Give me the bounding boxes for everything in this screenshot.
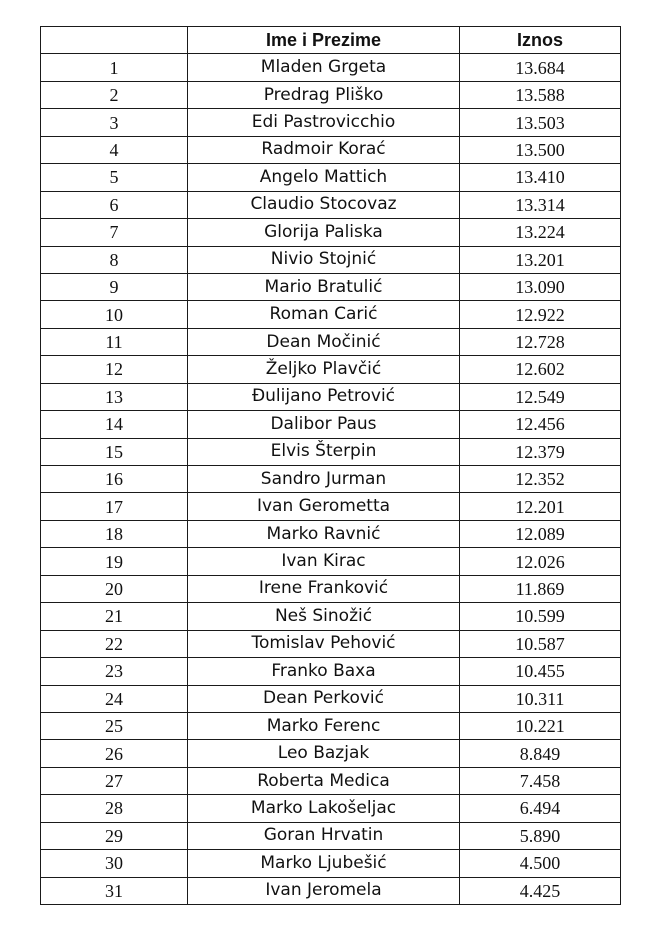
amount-cell: 12.089	[460, 520, 621, 547]
rank-cell: 14	[41, 411, 188, 438]
table-row	[41, 603, 621, 630]
name-cell: Marko Ljubešić	[188, 850, 460, 877]
amount-cell: 13.314	[460, 191, 621, 218]
results-table	[40, 26, 621, 905]
rank-cell: 15	[41, 438, 188, 465]
name-cell: Nivio Stojnić	[188, 246, 460, 273]
name-cell: Elvis Šterpin	[188, 438, 460, 465]
table-row	[41, 246, 621, 273]
table-row	[41, 740, 621, 767]
amount-cell: 12.352	[460, 466, 621, 493]
name-cell: Dean Močinić	[188, 328, 460, 355]
amount-cell: 10.221	[460, 712, 621, 739]
rank-cell: 5	[41, 164, 188, 191]
table-row	[41, 850, 621, 877]
rank-cell: 24	[41, 685, 188, 712]
name-cell: Roberta Medica	[188, 767, 460, 794]
name-cell: Edi Pastrovicchio	[188, 109, 460, 136]
table-row	[41, 466, 621, 493]
amount-cell: 8.849	[460, 740, 621, 767]
rank-cell: 16	[41, 466, 188, 493]
name-cell: Radmoir Korać	[188, 136, 460, 163]
amount-cell: 13.503	[460, 109, 621, 136]
name-cell: Franko Baxa	[188, 658, 460, 685]
table-row	[41, 219, 621, 246]
rank-cell: 12	[41, 356, 188, 383]
rank-cell: 27	[41, 767, 188, 794]
name-cell: Marko Lakošeljac	[188, 795, 460, 822]
amount-cell: 13.500	[460, 136, 621, 163]
rank-cell: 10	[41, 301, 188, 328]
table-row	[41, 54, 621, 81]
amount-cell: 12.026	[460, 548, 621, 575]
rank-cell: 11	[41, 328, 188, 355]
table-row	[41, 575, 621, 602]
name-cell: Dalibor Paus	[188, 411, 460, 438]
rank-cell: 29	[41, 822, 188, 849]
amount-cell: 7.458	[460, 767, 621, 794]
name-cell: Sandro Jurman	[188, 466, 460, 493]
amount-cell: 13.684	[460, 54, 621, 81]
table-row	[41, 438, 621, 465]
rank-cell: 19	[41, 548, 188, 575]
name-cell: Claudio Stocovaz	[188, 191, 460, 218]
table-row	[41, 822, 621, 849]
name-cell: Mario Bratulić	[188, 273, 460, 300]
amount-cell: 10.587	[460, 630, 621, 657]
amount-cell: 10.599	[460, 603, 621, 630]
amount-cell: 5.890	[460, 822, 621, 849]
amount-cell: 12.728	[460, 328, 621, 355]
amount-cell: 13.201	[460, 246, 621, 273]
name-cell: Željko Plavčić	[188, 356, 460, 383]
name-cell: Leo Bazjak	[188, 740, 460, 767]
amount-cell: 4.425	[460, 877, 621, 904]
name-cell: Irene Franković	[188, 575, 460, 602]
table-row	[41, 548, 621, 575]
rank-cell: 21	[41, 603, 188, 630]
amount-cell: 6.494	[460, 795, 621, 822]
table-row	[41, 136, 621, 163]
name-cell: Marko Ferenc	[188, 712, 460, 739]
amount-cell: 13.224	[460, 219, 621, 246]
name-cell: Neš Sinožić	[188, 603, 460, 630]
name-cell: Tomislav Pehović	[188, 630, 460, 657]
name-cell: Roman Carić	[188, 301, 460, 328]
name-cell: Mladen Grgeta	[188, 54, 460, 81]
name-cell: Ivan Kirac	[188, 548, 460, 575]
amount-cell: 12.201	[460, 493, 621, 520]
table-row	[41, 630, 621, 657]
name-cell: Goran Hrvatin	[188, 822, 460, 849]
rank-cell: 9	[41, 273, 188, 300]
table-row	[41, 795, 621, 822]
rank-cell: 22	[41, 630, 188, 657]
rank-cell: 13	[41, 383, 188, 410]
amount-cell: 13.410	[460, 164, 621, 191]
amount-cell: 12.379	[460, 438, 621, 465]
rank-cell: 26	[41, 740, 188, 767]
amount-cell: 12.456	[460, 411, 621, 438]
amount-cell: 12.922	[460, 301, 621, 328]
rank-cell: 31	[41, 877, 188, 904]
amount-cell: 13.588	[460, 81, 621, 108]
rank-cell: 23	[41, 658, 188, 685]
rank-cell: 30	[41, 850, 188, 877]
table-row	[41, 493, 621, 520]
table-row	[41, 685, 621, 712]
amount-cell: 11.869	[460, 575, 621, 602]
name-cell: Glorija Paliska	[188, 219, 460, 246]
amount-cell: 12.602	[460, 356, 621, 383]
table-row	[41, 109, 621, 136]
table-row	[41, 356, 621, 383]
table-row	[41, 411, 621, 438]
name-cell: Đulijano Petrović	[188, 383, 460, 410]
name-cell: Ivan Gerometta	[188, 493, 460, 520]
table-row	[41, 273, 621, 300]
table-row	[41, 658, 621, 685]
header-name: Ime i Prezime	[188, 27, 460, 54]
table-row	[41, 767, 621, 794]
header-amount: Iznos	[460, 27, 621, 54]
table-row	[41, 191, 621, 218]
header-rank	[41, 27, 188, 54]
rank-cell: 17	[41, 493, 188, 520]
table-row	[41, 81, 621, 108]
rank-cell: 2	[41, 81, 188, 108]
table-row	[41, 164, 621, 191]
table-row	[41, 301, 621, 328]
rank-cell: 1	[41, 54, 188, 81]
name-cell: Predrag Pliško	[188, 81, 460, 108]
name-cell: Dean Perković	[188, 685, 460, 712]
rank-cell: 25	[41, 712, 188, 739]
table-row	[41, 383, 621, 410]
rank-cell: 8	[41, 246, 188, 273]
rank-cell: 6	[41, 191, 188, 218]
name-cell: Ivan Jeromela	[188, 877, 460, 904]
rank-cell: 28	[41, 795, 188, 822]
table-row	[41, 520, 621, 547]
amount-cell: 10.455	[460, 658, 621, 685]
name-cell: Marko Ravnić	[188, 520, 460, 547]
name-cell: Angelo Mattich	[188, 164, 460, 191]
rank-cell: 7	[41, 219, 188, 246]
table-header-row	[41, 27, 621, 54]
rank-cell: 18	[41, 520, 188, 547]
amount-cell: 12.549	[460, 383, 621, 410]
table-row	[41, 712, 621, 739]
amount-cell: 10.311	[460, 685, 621, 712]
amount-cell: 13.090	[460, 273, 621, 300]
amount-cell: 4.500	[460, 850, 621, 877]
rank-cell: 4	[41, 136, 188, 163]
table-row	[41, 877, 621, 904]
rank-cell: 3	[41, 109, 188, 136]
table-row	[41, 328, 621, 355]
rank-cell: 20	[41, 575, 188, 602]
